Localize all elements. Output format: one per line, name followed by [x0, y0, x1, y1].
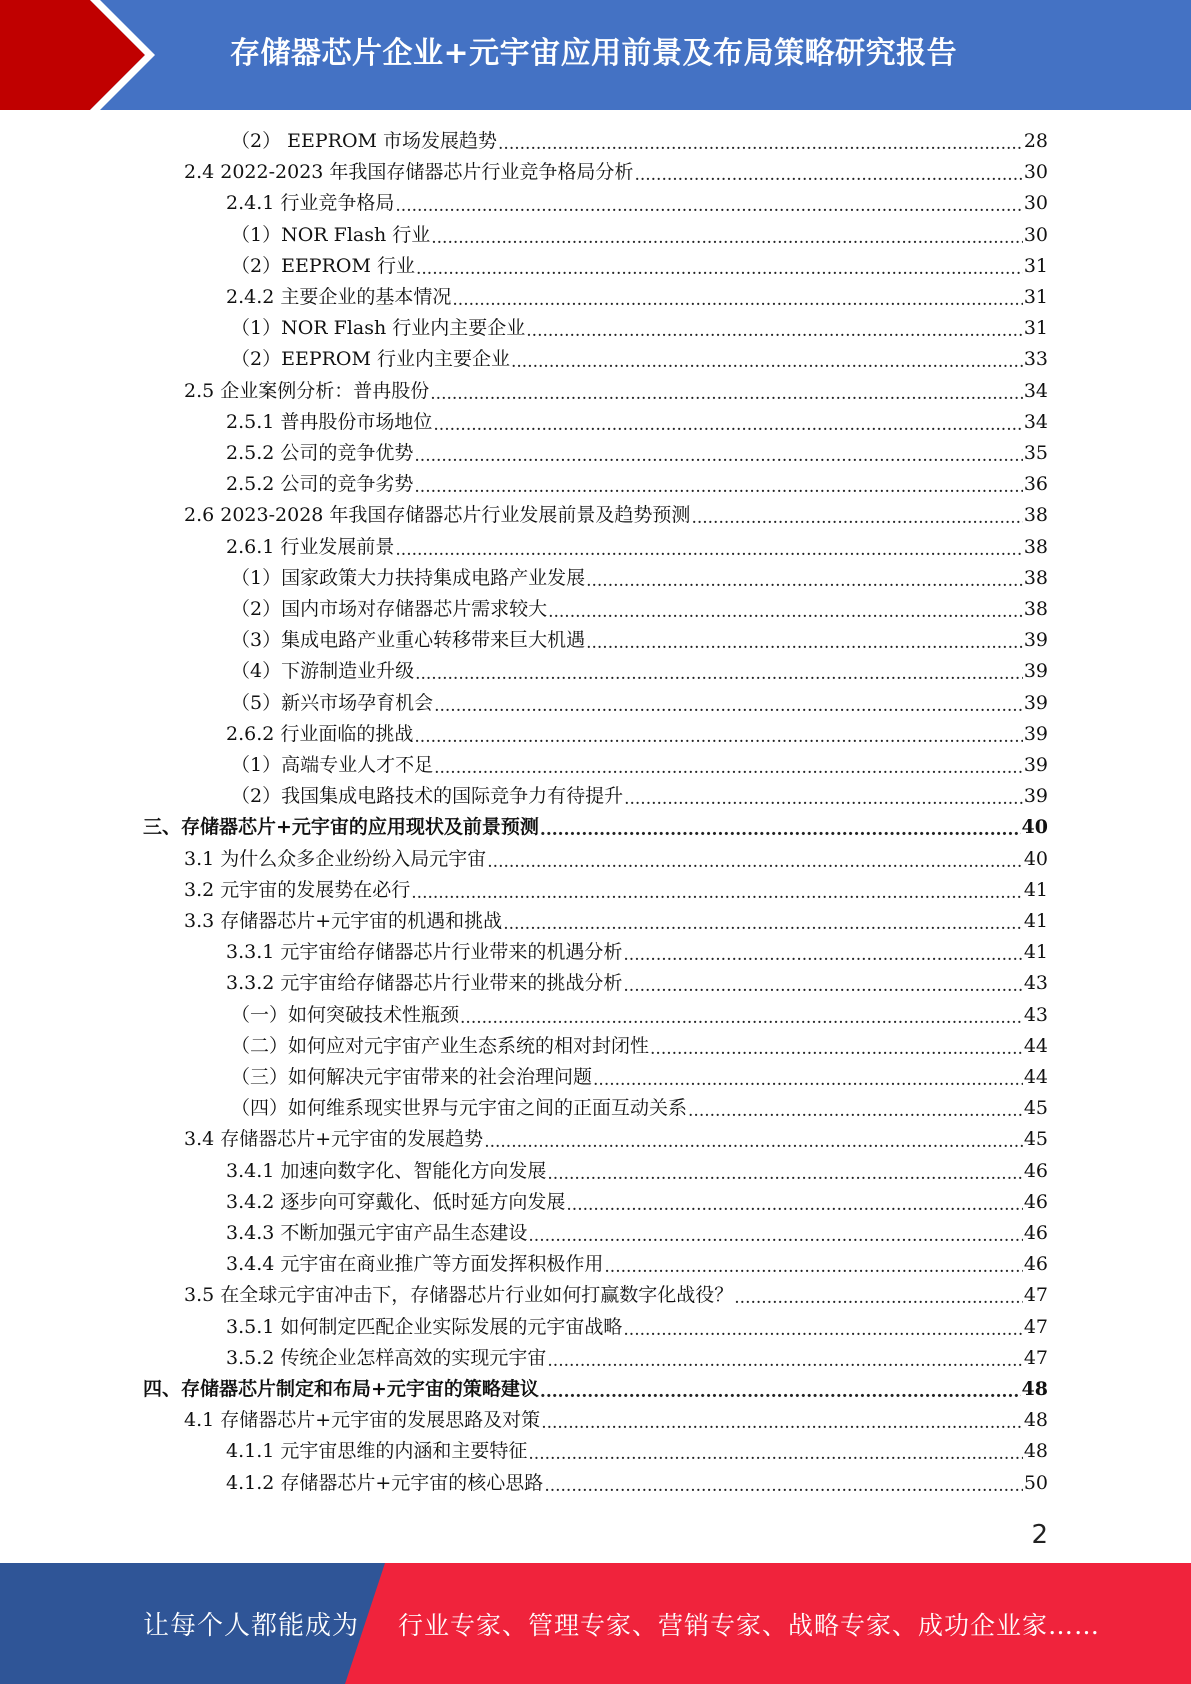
- toc-entry-page: 44: [1023, 1066, 1048, 1088]
- toc-entry-page: 39: [1023, 660, 1048, 683]
- toc-entry[interactable]: [231, 657, 1048, 685]
- toc-dot-leader: [586, 626, 1023, 654]
- report-title: 存储器芯片企业+元宇宙应用前景及布局策略研究报告: [230, 36, 958, 71]
- toc-entry-title: 2.6 2023-2028 年我国存储器芯片行业发展前景及趋势预测: [184, 504, 691, 527]
- toc-entry-page: 40: [1021, 816, 1048, 839]
- toc-entry-title: 3.4.1 加速向数字化、智能化方向发展: [226, 1159, 547, 1182]
- toc-entry-title: 3.3.1 元宇宙给存储器芯片行业带来的机遇分析: [226, 941, 623, 964]
- toc-entry-page: 35: [1023, 442, 1048, 464]
- toc-entry[interactable]: [231, 564, 1048, 592]
- toc-entry-title: 三、存储器芯片+元宇宙的应用现状及前景预测: [143, 816, 539, 839]
- toc-entry-page: 41: [1023, 878, 1048, 901]
- toc-entry-title: 3.4.3 不断加强元宇宙产品生态建设: [226, 1222, 528, 1244]
- toc-entry-title: （二）如何应对元宇宙产业生态系统的相对封闭性: [231, 1034, 650, 1057]
- toc-entry-page: 36: [1023, 473, 1048, 496]
- toc-dot-leader: [623, 1313, 1022, 1341]
- toc-entry[interactable]: [226, 283, 1048, 311]
- toc-entry-title: 2.4.2 主要企业的基本情况: [226, 286, 452, 308]
- toc-entry[interactable]: [231, 252, 1048, 280]
- toc-dot-leader: [415, 657, 1023, 685]
- toc-entry-title: 2.5.2 公司的竞争劣势: [226, 473, 414, 496]
- toc-entry-title: 4.1.1 元宇宙思维的内涵和主要特征: [226, 1440, 528, 1463]
- toc-entry-page: 47: [1023, 1284, 1048, 1307]
- toc-entry[interactable]: [184, 1281, 1048, 1309]
- toc-entry[interactable]: [226, 1157, 1048, 1185]
- toc-entry-page: 33: [1023, 348, 1048, 371]
- toc-entry-title: （2）EEPROM 行业: [231, 254, 415, 277]
- toc-entry-title: 3.5 在全球元宇宙冲击下，存储器芯片行业如何打赢数字化战役？: [184, 1284, 734, 1307]
- toc-entry[interactable]: [226, 1469, 1048, 1497]
- toc-entry-title: 4.1 存储器芯片+元宇宙的发展思路及对策: [184, 1409, 541, 1432]
- toc-dot-leader: [503, 907, 1023, 935]
- toc-entry[interactable]: [226, 1344, 1048, 1372]
- toc-entry[interactable]: [226, 938, 1048, 966]
- toc-dot-leader: [540, 813, 1021, 841]
- toc-entry-title: 3.3.2 元宇宙给存储器芯片行业带来的挑战分析: [226, 972, 623, 995]
- toc-entry-title: 3.4.2 逐步向可穿戴化、低时延方向发展: [226, 1190, 566, 1213]
- page-number: 2: [1031, 1520, 1048, 1550]
- toc-entry-title: 2.5.2 公司的竞争优势: [226, 442, 414, 464]
- toc-dot-leader: [414, 439, 1022, 467]
- toc-entry[interactable]: [226, 1250, 1048, 1278]
- toc-dot-leader: [604, 1250, 1022, 1278]
- toc-dot-leader: [498, 127, 1023, 155]
- toc-entry[interactable]: [184, 876, 1048, 904]
- toc-entry[interactable]: [231, 1032, 1048, 1060]
- toc-dot-leader: [548, 595, 1023, 623]
- toc-entry[interactable]: [231, 1094, 1048, 1122]
- toc-entry-page: 46: [1023, 1222, 1048, 1244]
- toc-entry[interactable]: [184, 158, 1048, 186]
- toc-dot-leader: [691, 501, 1022, 529]
- toc-entry[interactable]: [143, 1375, 1048, 1403]
- toc-entry[interactable]: [231, 782, 1048, 810]
- toc-entry[interactable]: [226, 1219, 1048, 1247]
- toc-dot-leader: [650, 1032, 1023, 1060]
- toc-entry-title: 3.1 为什么众多企业纷纷入局元宇宙: [184, 847, 487, 870]
- toc-entry-page: 46: [1023, 1190, 1048, 1213]
- footer-slogan-left: 让每个人都能成为: [143, 1611, 360, 1641]
- toc-dot-leader: [511, 345, 1023, 373]
- toc-dot-leader: [395, 189, 1022, 217]
- toc-entry-page: 39: [1023, 785, 1048, 808]
- toc-entry-title: 3.3 存储器芯片+元宇宙的机遇和挑战: [184, 910, 503, 932]
- toc-entry-page: 43: [1023, 972, 1048, 995]
- toc-entry-title: 2.5 企业案例分析：普冉股份: [184, 379, 430, 402]
- toc-dot-leader: [624, 782, 1023, 810]
- toc-entry[interactable]: [231, 751, 1048, 779]
- toc-entry[interactable]: [231, 221, 1048, 249]
- toc-entry-title: 3.5.1 如何制定匹配企业实际发展的元宇宙战略: [226, 1315, 623, 1338]
- toc-dot-leader: [623, 969, 1022, 997]
- toc-entry[interactable]: [226, 969, 1048, 997]
- toc-entry-page: 48: [1023, 1440, 1048, 1463]
- toc-entry-page: 41: [1023, 910, 1048, 932]
- toc-dot-leader: [484, 1125, 1023, 1153]
- toc-dot-leader: [431, 221, 1023, 249]
- toc-entry-page: 46: [1023, 1253, 1048, 1276]
- toc-entry-page: 47: [1023, 1346, 1048, 1369]
- toc-dot-leader: [547, 1344, 1022, 1372]
- toc-entry[interactable]: [184, 1406, 1048, 1434]
- toc-entry-page: 39: [1023, 722, 1048, 745]
- toc-entry[interactable]: [184, 907, 1048, 935]
- toc-entry[interactable]: [184, 377, 1048, 405]
- toc-entry-page: 30: [1023, 192, 1048, 215]
- toc-dot-leader: [433, 408, 1022, 436]
- toc-dot-leader: [634, 158, 1022, 186]
- toc-dot-leader: [434, 751, 1023, 779]
- toc-entry-title: （5）新兴市场孕育机会: [231, 691, 434, 714]
- toc-dot-leader: [566, 1188, 1022, 1216]
- toc-entry-title: 3.2 元宇宙的发展势在必行: [184, 878, 411, 901]
- toc-entry-title: （2）国内市场对存储器芯片需求较大: [231, 598, 548, 620]
- toc-entry-page: 34: [1023, 410, 1048, 433]
- toc-entry[interactable]: [231, 689, 1048, 717]
- toc-dot-leader: [452, 283, 1022, 311]
- toc-entry-page: 48: [1023, 1409, 1048, 1432]
- toc-entry[interactable]: [143, 813, 1048, 841]
- toc-entry-page: 46: [1023, 1159, 1048, 1182]
- toc-dot-leader: [541, 1406, 1023, 1434]
- toc-dot-leader: [734, 1281, 1023, 1309]
- header-banner: [0, 0, 1191, 110]
- toc-entry[interactable]: [231, 345, 1048, 373]
- toc-entry-page: 28: [1023, 130, 1048, 152]
- toc-entry[interactable]: [226, 1188, 1048, 1216]
- toc-entry-title: 2.6.2 行业面临的挑战: [226, 722, 414, 745]
- toc-dot-leader: [487, 845, 1023, 873]
- toc-dot-leader: [416, 252, 1023, 280]
- toc-entry-title: （一）如何突破技术性瓶颈: [231, 1003, 460, 1026]
- toc-entry-title: （4）下游制造业升级: [231, 660, 415, 683]
- toc-entry-page: 39: [1023, 629, 1048, 652]
- toc-dot-leader: [395, 533, 1022, 561]
- toc-entry-title: 2.6.1 行业发展前景: [226, 535, 395, 558]
- toc-entry-page: 45: [1023, 1097, 1048, 1120]
- toc-entry-page: 47: [1023, 1315, 1048, 1338]
- toc-entry-page: 43: [1023, 1003, 1048, 1026]
- toc-entry-page: 30: [1023, 161, 1048, 184]
- toc-dot-leader: [414, 470, 1022, 498]
- toc-entry-title: 3.5.2 传统企业怎样高效的实现元宇宙: [226, 1346, 547, 1369]
- footer-slogan-right: 行业专家、管理专家、营销专家、战略专家、成功企业家……: [398, 1610, 1101, 1640]
- toc-entry-page: 39: [1023, 691, 1048, 714]
- toc-entry-page: 31: [1023, 286, 1048, 308]
- toc-dot-leader: [623, 938, 1022, 966]
- toc-dot-leader: [528, 1437, 1022, 1465]
- toc-entry[interactable]: [231, 595, 1048, 623]
- toc-dot-leader: [526, 314, 1023, 342]
- toc-entry[interactable]: [184, 845, 1048, 873]
- toc-entry-title: （2）EEPROM 行业内主要企业: [231, 348, 510, 371]
- toc-dot-leader: [430, 377, 1023, 405]
- toc-entry-page: 44: [1023, 1034, 1048, 1057]
- toc-entry-title: （四）如何维系现实世界与元宇宙之间的正面互动关系: [231, 1097, 688, 1120]
- toc-entry-title: （1）NOR Flash 行业: [231, 223, 431, 246]
- toc-entry-page: 39: [1023, 754, 1048, 776]
- toc-entry-page: 31: [1023, 317, 1048, 340]
- toc-entry-title: （3）集成电路产业重心转移带来巨大机遇: [231, 629, 586, 652]
- toc-entry-title: （三）如何解决元宇宙带来的社会治理问题: [231, 1066, 593, 1088]
- toc-entry-title: （1）NOR Flash 行业内主要企业: [231, 317, 526, 340]
- toc-dot-leader: [688, 1094, 1023, 1122]
- toc-entry-page: 30: [1023, 223, 1048, 246]
- toc-dot-leader: [414, 720, 1022, 748]
- toc-dot-leader: [434, 689, 1023, 717]
- toc-entry-title: 2.5.1 普冉股份市场地位: [226, 410, 433, 433]
- toc-entry-title: （1）国家政策大力扶持集成电路产业发展: [231, 566, 586, 589]
- toc-entry-title: 2.4.1 行业竞争格局: [226, 192, 395, 215]
- toc-entry-page: 45: [1023, 1128, 1048, 1151]
- toc-entry[interactable]: [226, 720, 1048, 748]
- toc-entry[interactable]: [226, 439, 1048, 467]
- toc-dot-leader: [528, 1219, 1022, 1247]
- toc-entry-title: （2） EEPROM 市场发展趋势: [231, 130, 498, 152]
- toc-entry[interactable]: [226, 1313, 1048, 1341]
- toc-entry[interactable]: [231, 314, 1048, 342]
- toc-entry-page: 38: [1023, 504, 1048, 527]
- toc-entry-page: 38: [1023, 566, 1048, 589]
- toc-entry[interactable]: [184, 501, 1048, 529]
- toc-dot-leader: [544, 1469, 1023, 1497]
- toc-entry-title: 4.1.2 存储器芯片+元宇宙的核心思路: [226, 1471, 544, 1494]
- toc-entry-page: 41: [1023, 941, 1048, 964]
- toc-dot-leader: [593, 1063, 1023, 1091]
- toc-entry-title: 四、存储器芯片制定和布局+元宇宙的策略建议: [143, 1378, 539, 1400]
- toc-dot-leader: [586, 564, 1023, 592]
- toc-entry-title: 3.4.4 元宇宙在商业推广等方面发挥积极作用: [226, 1253, 604, 1276]
- toc-entry[interactable]: [226, 470, 1048, 498]
- toc-entry[interactable]: [231, 1063, 1048, 1091]
- toc-entry[interactable]: [226, 533, 1048, 561]
- toc-entry[interactable]: [226, 408, 1048, 436]
- toc-entry-page: 31: [1023, 254, 1048, 277]
- toc-dot-leader: [547, 1157, 1022, 1185]
- toc-entry[interactable]: [184, 1125, 1048, 1153]
- toc-entry[interactable]: [226, 1437, 1048, 1465]
- toc-entry-title: 2.4 2022-2023 年我国存储器芯片行业竞争格局分析: [184, 161, 634, 184]
- header-arrow-decoration: [0, 0, 160, 110]
- toc-entry-page: 38: [1023, 535, 1048, 558]
- toc-entry-title: （2）我国集成电路技术的国际竞争力有待提升: [231, 785, 624, 808]
- toc-entry-title: 3.4 存储器芯片+元宇宙的发展趋势: [184, 1128, 484, 1151]
- toc-entry[interactable]: [226, 189, 1048, 217]
- toc-dot-leader: [411, 876, 1023, 904]
- toc-entry-page: 48: [1021, 1378, 1048, 1400]
- toc-entry-title: （1）高端专业人才不足: [231, 754, 434, 776]
- toc-entry-page: 40: [1023, 847, 1048, 870]
- toc-entry[interactable]: [231, 626, 1048, 654]
- toc-dot-leader: [460, 1001, 1023, 1029]
- toc-dot-leader: [540, 1375, 1021, 1403]
- toc-entry-page: 34: [1023, 379, 1048, 402]
- toc-entry[interactable]: [231, 1001, 1048, 1029]
- toc-entry-page: 38: [1023, 598, 1048, 620]
- toc-entry[interactable]: [231, 127, 1048, 155]
- toc-entry-page: 50: [1023, 1471, 1048, 1494]
- footer-banner: [0, 1563, 1191, 1684]
